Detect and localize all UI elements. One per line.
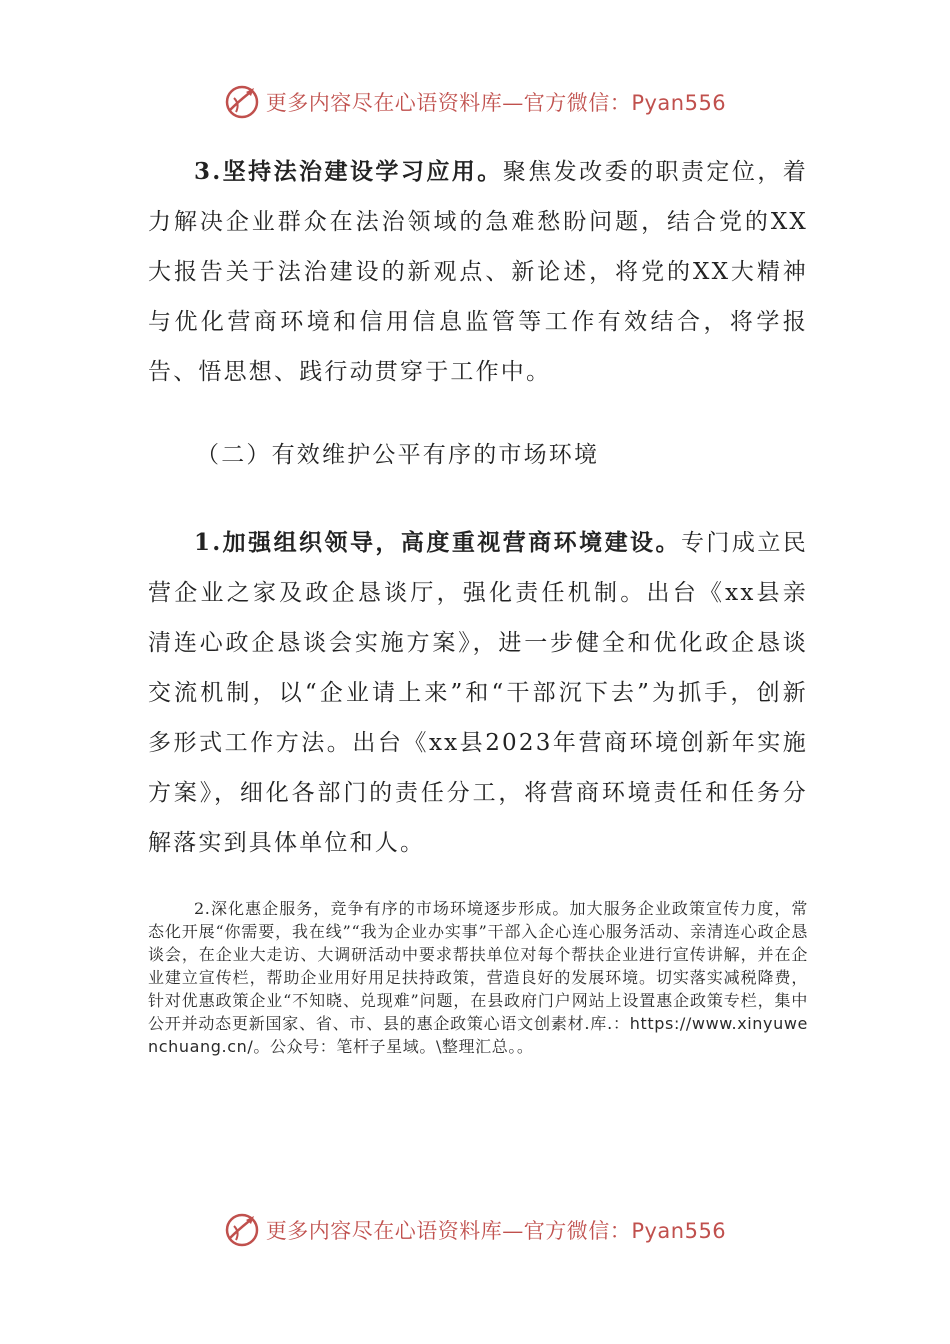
footer-banner: [0, 1210, 950, 1250]
pen-logo-icon: [224, 84, 260, 120]
section-4-tail: 。公众号：笔杆子星域。\整理汇总。。: [253, 1037, 534, 1056]
section-1-lead: 3.坚持法治建设学习应用。: [194, 158, 503, 185]
footer-wechat-id: Pyan556: [631, 1219, 727, 1243]
header-wechat-id: Pyan556: [631, 91, 727, 115]
section-3-lead: 1.加强组织领导，高度重视营商环境建设。: [194, 529, 681, 556]
section-4-text: 2.深化惠企服务，竞争有序的市场环境逐步形成。加大服务企业政策宣传力度，常态化开展“你需要，我在线”“我为企业办实事”干部入企心连心服务活动、亲清连心政企恳谈会，在企业大走访、大调研活动中要求帮扶单位对每个帮扶企业进行宣传讲解，并在企业建立宣传栏，帮助企业用好用足扶持政策，营造良好的发展环境。切实落实减税降费，针对优惠政策企业“不知晓、兑现难”问题，在县政府门户网站上设置惠企政策专栏，集中公开并动态更新国家、省、市、县的惠企政策心语文创素材.库.：: [148, 899, 808, 1033]
header-banner: [0, 82, 950, 122]
section-1-paragraph: [148, 147, 808, 397]
website-link[interactable]: https://www.xinyuwenchuang.cn/: [148, 1014, 808, 1056]
section-3-paragraph: [148, 518, 808, 868]
pen-logo-icon: [224, 1212, 260, 1248]
section-4-paragraph: [148, 897, 808, 1058]
section-1-body: 聚焦发改委的职责定位，着力解决企业群众在法治领域的急难愁盼问题，结合党的XX大报告关于法治建设的新观点、新论述，将党的XX大精神与优化营商环境和信用信息监管等工作有效结合，将学报告、悟思想、践行动贯穿于工作中。: [148, 159, 808, 385]
header-banner-text: 更多内容尽在心语资料库—官方微信：Pyan556: [265, 91, 727, 115]
section-3-body: 专门成立民营企业之家及政企恳谈厅，强化责任机制。出台《xx县亲清连心政企恳谈会实施方案》，进一步健全和优化政企恳谈交流机制，以“企业请上来”和“干部沉下去”为抓手，创新多形式工作方法。出台《xx县2023年营商环境创新年实施方案》，细化各部门的责任分工，将营商环境责任和任务分解落实到具体单位和人。: [148, 530, 809, 856]
footer-banner-text: 更多内容尽在心语资料库—官方微信：Pyan556: [265, 1219, 727, 1243]
section-heading: （二）有效维护公平有序的市场环境: [196, 442, 600, 468]
